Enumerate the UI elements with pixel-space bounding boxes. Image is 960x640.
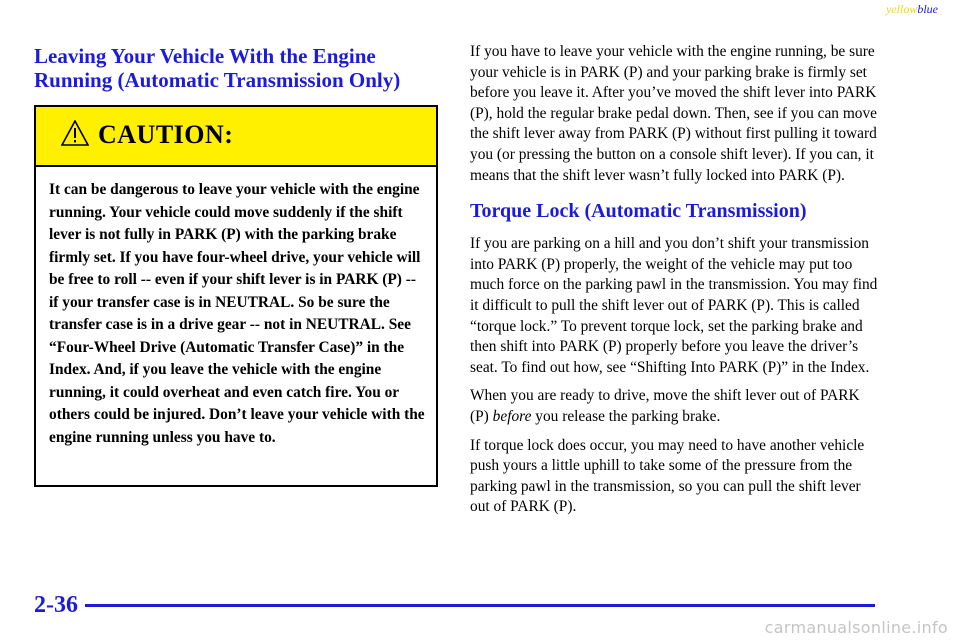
caution-header [36,107,436,167]
caution-text: It can be dangerous to leave your vehicle with the engine running. Your vehicle could move suddenly if the shift lever is not fully in PARK (P) with the parking brake firmly set. If you have four-wheel drive, your vehicle will be free to roll -- even if your shift lever is in PARK (P) -- if your transfer case is in NEUTRAL. So be sure the transfer case is in a drive gear -- not in NEUTRAL. See “Four-Wheel Drive (Automatic Transfer Case)” in the Index. And, if you leave the vehicle with the engine running, it could overheat and even catch fire. You or others could be injured. Don’t leave your vehicle with the engine running unless you have to. [49,181,425,446]
warning-triangle-icon [61,120,89,146]
paragraph-ready-to-drive [470,386,882,427]
caution-title: CAUTION: [98,120,234,149]
caution-box [34,105,438,487]
watermark: carmanualsonline.info [764,618,948,637]
left-column [34,44,442,92]
emphasis-before: before [492,407,532,425]
section-heading-torque-lock: Torque Lock (Automatic Transmission) [470,200,807,223]
page-number: 2-36 [34,592,78,618]
paragraph-torque-lock-occurs: If torque lock does occur, you may need to have another vehicle push yours a little uphill to take some of the pressure from the parking pawl in the transmission, so you can pull the shift lever out of PARK (P). [470,436,865,516]
header-tag [886,2,938,17]
header-tag-blue: blue [917,2,938,16]
footer-divider [85,604,875,607]
ready-to-drive-text-end: you release the parking brake. [531,407,721,425]
paragraph-leaving-engine-running: If you have to leave your vehicle with the engine running, be sure your vehicle is in PARK (P) and your parking brake is firmly set before you leave it. After you’ve moved the shift lever into PARK (P), hold the regular brake pedal down. Then, see if you can move the shift lever away from PARK (P) without first pulling it toward you (or pressing the button on a console shift lever). If you can, it means that the shift lever wasn’t fully locked into PARK (P). [470,43,878,184]
section-heading-leaving-vehicle: Leaving Your Vehicle With the Engine Running (Automatic Transmission Only) [34,44,401,92]
header-tag-yellow: yellow [886,2,918,16]
paragraph-torque-lock: If you are parking on a hill and you don’t shift your transmission into PARK (P) properly, the weight of the vehicle may put too much force on the parking pawl in the transmission. You may find it difficult to pull the shift lever out of PARK (P). This is called “torque lock.” To prevent torque lock, set the parking brake and then shift into PARK (P) properly before you leave the driver’s seat. To find out how, see “Shifting Into PARK (P)” in the Index. [470,235,878,376]
right-column [470,42,882,526]
ready-to-drive-text-start: When you are ready to drive, move the shift lever out of PARK (P) [470,387,860,425]
